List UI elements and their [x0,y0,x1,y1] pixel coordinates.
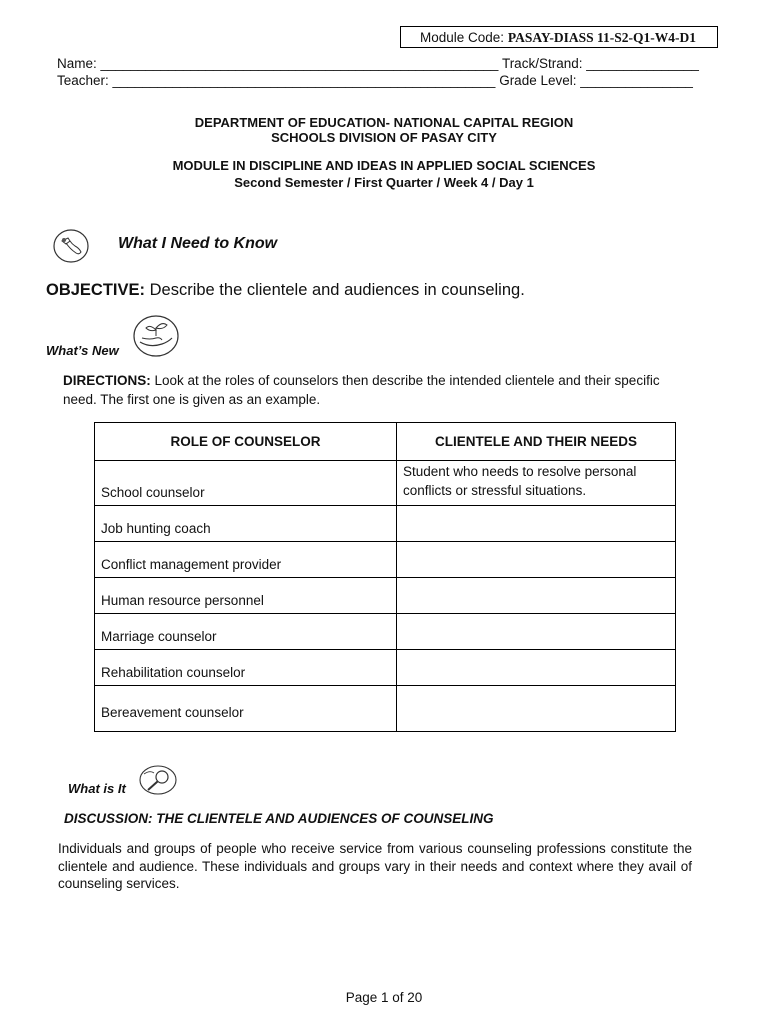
objective-text: Describe the clientele and audiences in counseling. [145,281,525,299]
clientele-cell[interactable] [397,542,676,578]
clientele-cell: Student who needs to resolve personal conflicts or stressful situations. [397,461,676,506]
directions-paragraph [63,372,683,409]
teacher-grade-line: Teacher: ___________________________________________________ Grade Level: _______________ [57,73,693,88]
module-code-box [400,26,718,48]
role-cell: Conflict management provider [95,542,397,578]
role-cell: School counselor [95,461,397,506]
table-row [95,686,676,732]
department-heading: DEPARTMENT OF EDUCATION- NATIONAL CAPITAL REGION [194,115,574,130]
clientele-cell[interactable] [397,506,676,542]
section-heading-whats-new: What’s New [46,343,119,358]
role-cell: Rehabilitation counselor [95,650,397,686]
table-header-row [95,423,676,461]
table-row [95,461,676,506]
role-cell: Bereavement counselor [95,686,397,732]
roles-table [94,422,676,732]
table-row [95,650,676,686]
module-code-value: PASAY-DIASS 11-S2-Q1-W4-D1 [507,30,696,45]
magnifier-icon [138,764,178,796]
section-heading-need-to-know: What I Need to Know [118,235,278,252]
division-heading: SCHOOLS DIVISION OF PASAY CITY [271,130,497,145]
discussion-paragraph: Individuals and groups of people who receive service from various counseling professions constitute the clientele and audience. These individuals and groups vary in their needs and context where they avail of counseling services. [58,841,692,891]
table-row [95,614,676,650]
table-row [95,542,676,578]
module-title: MODULE IN DISCIPLINE AND IDEAS IN APPLIED SOCIAL SCIENCES [172,158,596,173]
page-number: Page 1 of 20 [345,990,423,1005]
role-cell: Human resource personnel [95,578,397,614]
discussion-title: DISCUSSION: THE CLIENTELE AND AUDIENCES OF COUNSELING [64,811,494,826]
directions-label: DIRECTIONS: [63,373,151,388]
header-role: ROLE OF COUNSELOR [95,423,397,461]
directions-text: Look at the roles of counselors then describe the intended clientele and their specific need. The first one is given as an example. [63,373,660,407]
role-cell: Marriage counselor [95,614,397,650]
table-row [95,506,676,542]
pointing-hand-icon [52,228,90,264]
clientele-cell[interactable] [397,614,676,650]
module-subtitle: Second Semester / First Quarter / Week 4 / Day 1 [234,175,534,190]
module-code-label: Module Code: [420,30,505,45]
hand-with-plant-icon [132,314,180,358]
name-track-line: Name: _____________________________________________________ Track/Strand: _______________ [57,56,699,71]
role-cell: Job hunting coach [95,506,397,542]
clientele-cell[interactable] [397,686,676,732]
clientele-cell[interactable] [397,650,676,686]
objective-label: OBJECTIVE: [46,281,146,299]
table-row [95,578,676,614]
clientele-cell[interactable] [397,578,676,614]
objective-line [46,281,525,300]
section-heading-what-is-it: What is It [68,781,126,796]
header-clientele: CLIENTELE AND THEIR NEEDS [397,423,676,461]
